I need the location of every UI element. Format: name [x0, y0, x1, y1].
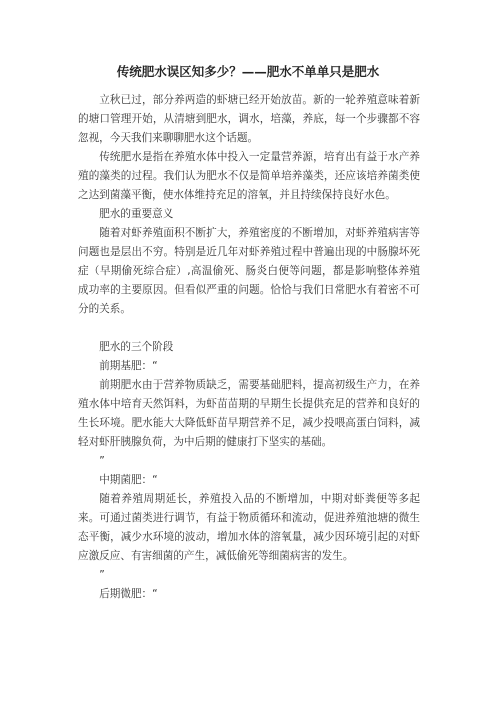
- closing-quote-mark: ”: [99, 455, 105, 467]
- closing-quote-mark: ”: [99, 569, 105, 581]
- stage-paragraph-early: 前期肥水由于营养物质缺乏，需要基础肥料，提高初级生产力，在养殖水体中培育天然饵料，为虾苗苗期的早期生长提供充足的营养和良好的生长环境。肥水能大大降低虾苗早期营养不足，减少投喂高蛋白饲料，减轻对虾肝胰腺负荷，为中后期的健康打下坚实的基础。: [78, 379, 420, 448]
- stage-paragraph-middle: 随着养殖周期延长，养殖投入品的不断增加，中期对虾粪便等多起来。可通过菌类进行调节，有益于物质循环和流动，促进养殖池塘的微生态平衡，减少水环境的波动，增加水体的溶氧量，减少因环境引起的对虾应激反应、有害细菌的产生，减低偷死等细菌病害的发生。: [78, 493, 420, 562]
- article-body: [78, 91, 420, 604]
- intro-paragraph: 立秋已过，部分养两造的虾塘已经开始放苗。新的一轮养殖意味着新的塘口管理开始，从清塘到肥水，调水，培藻，养底，每一个步骤都不容忽视，今天我们来聊聊肥水这个话题。: [78, 94, 420, 144]
- stage-heading-late: 后期微肥：“: [99, 588, 158, 600]
- blank-line: [78, 319, 420, 338]
- section-heading-stages: 肥水的三个阶段: [99, 341, 174, 353]
- importance-paragraph: 随着对虾养殖面积不断扩大，养殖密度的不断增加，对虾养殖病害等问题也是层出不穷。特别是近几年对虾养殖过程中普遍出现的中肠腺坏死症（早期偷死综合症）,高温偷死、肠炎白便等问题，都是影响整体养殖成功率的主要原因。但看似严重的问题。恰恰与我们日常肥水有着密不可分的关系。: [78, 227, 420, 315]
- definition-paragraph: 传统肥水是指在养殖水体中投入一定量营养源，培育出有益于水产养殖的藻类的过程。我们认为肥水不仅是简单培养藻类，还应该培养菌类使之达到菌藻平衡，使水体维持充足的溶氧，并且持续保持良好水色。: [78, 151, 420, 201]
- stage-heading-early: 前期基肥：“: [99, 360, 158, 372]
- section-heading-importance: 肥水的重要意义: [99, 208, 174, 220]
- stage-heading-middle: 中期菌肥：“: [99, 474, 158, 486]
- article-title: 传统肥水误区知多少？——肥水不单单只是肥水: [116, 64, 380, 79]
